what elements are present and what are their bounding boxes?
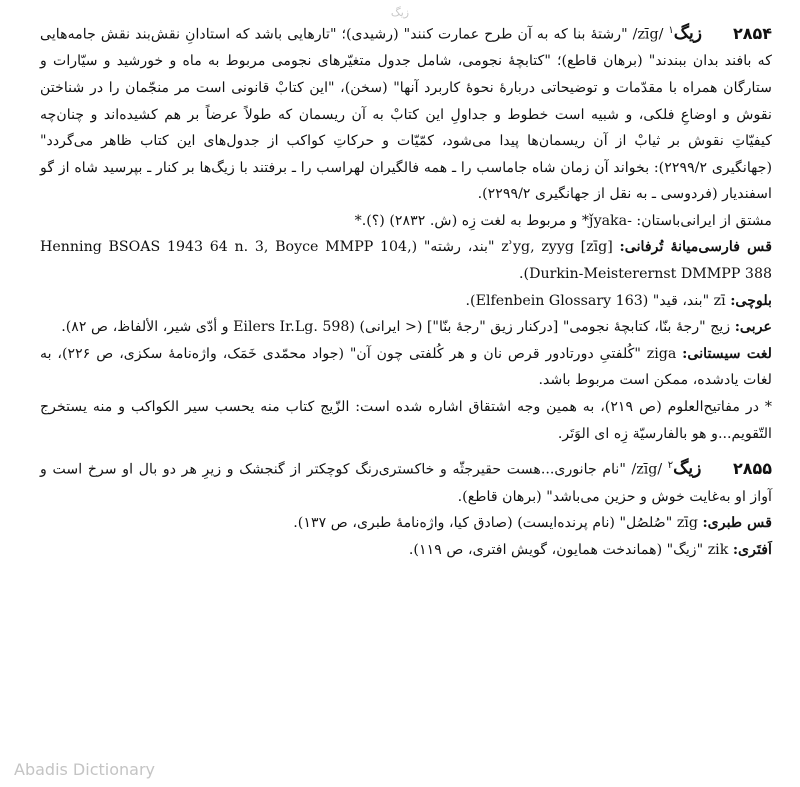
tabari-text: zīg "صُلصُل" (نام پرنده‌ایست) (صادق کیا، واژه‌نامهٔ طبری، ص ۱۳۷). [293, 515, 698, 532]
sistani-line [40, 341, 772, 394]
aftari-text: zik "زیگ" (هماندخت همایون، گویش افتری، ص ۱۱۹). [408, 541, 729, 558]
aftari-label: اَفتَری: [732, 541, 772, 558]
balochi-line [40, 288, 772, 315]
arabic-text: زیج "رجهٔ بنّا، کتابچهٔ نجومی" [درکنار زیق "رجهٔ بنّا"] (< ایرانی) (Eilers Ir.Lg. 598 و أدّی شیر، الألفاظ، ص ۸۲). [61, 319, 731, 336]
entry-lemma: زیگ [673, 23, 702, 44]
middle-persian-text: [zīg] zʾyg, zyyg "بند، رشته" (Henning BSOAS 1943 64 n. 3, Boyce MMPP 104, Durkin-Meisterernst DMMPP 388). [40, 239, 772, 283]
aftari-line [40, 537, 772, 564]
balochi-label: بلوچی: [730, 292, 772, 309]
tabari-line [40, 510, 772, 537]
page-header: زیگ [390, 6, 410, 19]
footnote: * در مفاتیح‌العلوم (ص ۲۱۹)، به همین وجه اشتقاق اشاره شده است: الزّیج کتاب منه یحسب سیر الکواکب و منه یستخرج التّقویم...و هو بالفارسیّة زِه ای الوَتَر. [40, 399, 772, 442]
entries-column [40, 18, 772, 563]
entry-lemma: زیگ [673, 458, 702, 479]
lemma-index: ۲ [667, 460, 674, 472]
balochi-text: zī "بند، قید" (Elfenbein Glossary 163). [465, 292, 726, 309]
entry-2855 [40, 453, 772, 510]
sistani-label: لغت سیستانی: [682, 345, 772, 362]
arabic-line [40, 314, 772, 341]
entry-definition: /zīg/ "نام جانوری...هست حقیرجثّه و خاکستری‌رنگ کوچکتر از گنجشک و زیرِ هر دو بال او سرخ است و آواز او به‌غایت خوش و حزین می‌باشد" (برهان قاطع). [40, 461, 772, 505]
middle-persian-line [40, 234, 772, 287]
entry-number: ۲۸۵۴ [732, 23, 772, 43]
entry-number: ۲۸۵۵ [732, 458, 772, 478]
site-watermark: Abadis Dictionary [14, 760, 155, 779]
tabari-label: قس طبری: [702, 515, 772, 532]
entry-definition: /zīg/ "رشتهٔ بنا که به آن طرح عمارت کنند" (رشیدی)؛ "تارهایی باشد که استادانِ نقش‌بند نقش جامه‌هایی که بافند بدان ببندند" (برهان قاطع)؛ "کتابچهٔ نجومی، شامل جدول متغیّرهای نجومی مربوط به ماه و خورشید و سیّارات و ستارگان همراه با مقدّمات و توضیحاتی دربارهٔ نحوهٔ کاربرد آنها" (سخن)، "این کتابْ قانونی است مر منجّمان را در شناختن نقوش و اوضاعِ فلکی، و شبیه است خطوط و جداولِ این کتابْ به آن ریسمان که طولاً عرضاً بر هم کشیده‌اند و چنان‌چه کیفیّاتِ نقوش بر ثیابْ از آن ریسمان‌ها پیدا می‌شود، کمّیّات و حرکاتِ کواکب از جدول‌های این کتاب ظاهر می‌گردد" (جهانگیری ۲۲۹۹/۲): بخواند آن زمان شاه جاماسب را ـ همه فالگیران لهراسب را ـ برفتند با زیگ‌ها بر کنار ـ بپرسید شاه از گو اسفندیار (فردوسی ـ به نقل از جهانگیری ۲۲۹۹/۲). [40, 26, 772, 203]
etymology-line: مشتق از ایرانی‌باستان: -ǰyaka* و مربوط به لغت زِه (ش. ۲۸۳۲) (؟).* [354, 212, 772, 229]
entry-2854 [40, 18, 772, 208]
middle-persian-label: قس فارسی‌میانهٔ تُرفانی: [619, 239, 773, 256]
sistani-text: ziga "کُلفتیِ دورتادور قرص نان و هر کُلفتی چون آن" (جواد محمّدی خَمَک، واژه‌نامهٔ سکزی، ص ۲۲۶)، به لغات یادشده، ممکن است مربوط باشد. [40, 345, 772, 389]
lemma-index: ۱ [668, 25, 674, 36]
arabic-label: عربی: [734, 319, 772, 336]
